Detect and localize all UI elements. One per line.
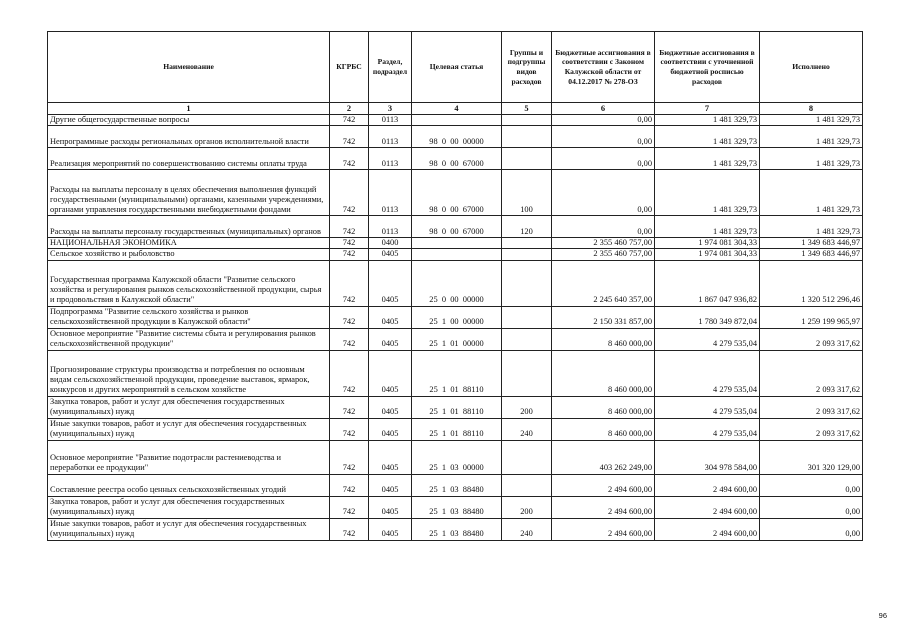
row-kgrbs-cell: 742: [330, 115, 369, 126]
row-kgrbs-cell: 742: [330, 216, 369, 238]
row-kgrbs-cell: 742: [330, 350, 369, 396]
header-executed: Исполнено: [760, 32, 863, 103]
header-refined: Бюджетные ассигнования в соответствии с уточненной бюджетной росписью расходов: [655, 32, 760, 103]
row-refined-amount-cell: 2 494 600,00: [655, 474, 760, 496]
row-law-amount-cell: 403 262 249,00: [552, 440, 655, 474]
row-law-amount-cell: 2 355 460 757,00: [552, 238, 655, 249]
column-number: 7: [655, 103, 760, 115]
row-group-cell: [502, 249, 552, 260]
row-name-cell: Непрограммные расходы региональных органов исполнительной власти: [48, 126, 330, 148]
row-kgrbs-cell: 742: [330, 496, 369, 518]
row-section-cell: 0405: [369, 418, 412, 440]
column-number-row: [48, 103, 863, 115]
row-section-cell: 0405: [369, 328, 412, 350]
row-kgrbs-cell: 742: [330, 148, 369, 170]
row-target-cell: 25 1 03 88480: [412, 518, 502, 540]
row-group-cell: 120: [502, 216, 552, 238]
row-refined-amount-cell: 1 780 349 872,04: [655, 306, 760, 328]
header-law: Бюджетные ассигнования в соответствии с Законом Калужской области от 04.12.2017 № 278-ОЗ: [552, 32, 655, 103]
row-section-cell: 0405: [369, 350, 412, 396]
row-law-amount-cell: 2 494 600,00: [552, 518, 655, 540]
header-kgrbs: КГРБС: [330, 32, 369, 103]
row-law-amount-cell: 8 460 000,00: [552, 396, 655, 418]
row-section-cell: 0113: [369, 216, 412, 238]
row-section-cell: 0113: [369, 126, 412, 148]
table-body: [48, 115, 863, 541]
row-target-cell: 25 1 01 88110: [412, 396, 502, 418]
row-section-cell: 0405: [369, 249, 412, 260]
row-refined-amount-cell: 1 481 329,73: [655, 148, 760, 170]
page-number: 96: [878, 611, 887, 620]
row-law-amount-cell: 0,00: [552, 126, 655, 148]
row-executed-amount-cell: 1 481 329,73: [760, 216, 863, 238]
row-name-cell: Расходы на выплаты персоналу в целях обеспечения выполнения функций государственными (муниципальными) органами, казенными учреждениями, органами управления государственными внебюджетными фондами: [48, 170, 330, 216]
row-name-cell: Прогнозирование структуры производства и потребления по основным видам сельскохозяйственной продукции, проведение выставок, ярмарок, конкурсов и других мероприятий в сельском хозяйстве: [48, 350, 330, 396]
row-target-cell: 25 0 00 00000: [412, 260, 502, 306]
row-group-cell: [502, 238, 552, 249]
row-name-cell: Реализация мероприятий по совершенствованию системы оплаты труда: [48, 148, 330, 170]
row-law-amount-cell: 0,00: [552, 115, 655, 126]
table-header-row: [48, 32, 863, 103]
row-target-cell: 25 1 03 00000: [412, 440, 502, 474]
row-name-cell: Подпрограмма "Развитие сельского хозяйства и рынков сельскохозяйственной продукции в Калужской области": [48, 306, 330, 328]
row-law-amount-cell: 0,00: [552, 216, 655, 238]
row-group-cell: 100: [502, 170, 552, 216]
row-refined-amount-cell: 4 279 535,04: [655, 418, 760, 440]
column-number: 4: [412, 103, 502, 115]
row-kgrbs-cell: 742: [330, 126, 369, 148]
row-name-cell: Составление реестра особо ценных сельскохозяйственных угодий: [48, 474, 330, 496]
table-row: [48, 260, 863, 306]
row-group-cell: [502, 350, 552, 396]
row-law-amount-cell: 2 150 331 857,00: [552, 306, 655, 328]
row-name-cell: Другие общегосударственные вопросы: [48, 115, 330, 126]
row-executed-amount-cell: 0,00: [760, 474, 863, 496]
row-kgrbs-cell: 742: [330, 440, 369, 474]
column-number: 2: [330, 103, 369, 115]
row-section-cell: 0113: [369, 148, 412, 170]
row-section-cell: 0113: [369, 115, 412, 126]
header-target: Целевая статья: [412, 32, 502, 103]
column-number: 5: [502, 103, 552, 115]
budget-table: [47, 31, 863, 541]
row-kgrbs-cell: 742: [330, 518, 369, 540]
row-law-amount-cell: 0,00: [552, 170, 655, 216]
row-law-amount-cell: 8 460 000,00: [552, 328, 655, 350]
header-group: Группы и подгруппы видов расходов: [502, 32, 552, 103]
row-kgrbs-cell: 742: [330, 170, 369, 216]
table-row: [48, 496, 863, 518]
table-row: [48, 126, 863, 148]
row-kgrbs-cell: 742: [330, 260, 369, 306]
row-group-cell: 200: [502, 396, 552, 418]
row-target-cell: 98 0 00 00000: [412, 126, 502, 148]
row-law-amount-cell: 8 460 000,00: [552, 350, 655, 396]
row-refined-amount-cell: 2 494 600,00: [655, 518, 760, 540]
header-name: Наименование: [48, 32, 330, 103]
row-executed-amount-cell: 1 259 199 965,97: [760, 306, 863, 328]
row-executed-amount-cell: 1 481 329,73: [760, 126, 863, 148]
row-law-amount-cell: 2 494 600,00: [552, 474, 655, 496]
row-group-cell: [502, 126, 552, 148]
row-target-cell: 98 0 00 67000: [412, 148, 502, 170]
table-row: [48, 238, 863, 249]
row-kgrbs-cell: 742: [330, 396, 369, 418]
column-number: 3: [369, 103, 412, 115]
table-row: [48, 148, 863, 170]
row-executed-amount-cell: 2 093 317,62: [760, 396, 863, 418]
row-executed-amount-cell: 1 481 329,73: [760, 115, 863, 126]
row-executed-amount-cell: 1 481 329,73: [760, 170, 863, 216]
row-group-cell: [502, 148, 552, 170]
row-target-cell: 98 0 00 67000: [412, 170, 502, 216]
header-section: Раздел, подраздел: [369, 32, 412, 103]
row-kgrbs-cell: 742: [330, 328, 369, 350]
table-row: [48, 474, 863, 496]
row-refined-amount-cell: 1 974 081 304,33: [655, 249, 760, 260]
row-group-cell: [502, 440, 552, 474]
row-target-cell: 25 1 03 88480: [412, 474, 502, 496]
row-target-cell: [412, 238, 502, 249]
row-executed-amount-cell: 1 481 329,73: [760, 148, 863, 170]
row-executed-amount-cell: 1 349 683 446,97: [760, 238, 863, 249]
row-refined-amount-cell: 4 279 535,04: [655, 350, 760, 396]
row-name-cell: Основное мероприятие "Развитие подотрасли растениеводства и переработки ее продукции": [48, 440, 330, 474]
column-number: 8: [760, 103, 863, 115]
row-kgrbs-cell: 742: [330, 418, 369, 440]
row-executed-amount-cell: 0,00: [760, 496, 863, 518]
table-row: [48, 328, 863, 350]
row-section-cell: 0405: [369, 518, 412, 540]
row-refined-amount-cell: 4 279 535,04: [655, 396, 760, 418]
row-kgrbs-cell: 742: [330, 238, 369, 249]
row-target-cell: 25 1 00 00000: [412, 306, 502, 328]
row-refined-amount-cell: 1 481 329,73: [655, 126, 760, 148]
row-name-cell: Иные закупки товаров, работ и услуг для обеспечения государственных (муниципальных) нужд: [48, 518, 330, 540]
row-executed-amount-cell: 2 093 317,62: [760, 418, 863, 440]
row-section-cell: 0405: [369, 496, 412, 518]
row-refined-amount-cell: 4 279 535,04: [655, 328, 760, 350]
row-executed-amount-cell: 2 093 317,62: [760, 350, 863, 396]
row-section-cell: 0405: [369, 396, 412, 418]
row-kgrbs-cell: 742: [330, 249, 369, 260]
table-row: [48, 396, 863, 418]
row-name-cell: Закупка товаров, работ и услуг для обеспечения государственных (муниципальных) нужд: [48, 496, 330, 518]
row-kgrbs-cell: 742: [330, 474, 369, 496]
row-target-cell: 25 1 01 88110: [412, 418, 502, 440]
row-executed-amount-cell: 1 349 683 446,97: [760, 249, 863, 260]
row-name-cell: Расходы на выплаты персоналу государственных (муниципальных) органов: [48, 216, 330, 238]
row-name-cell: Государственная программа Калужской области "Развитие сельского хозяйства и регулирования рынков сельскохозяйственной продукции, сырья и продовольствия в Калужской области": [48, 260, 330, 306]
row-group-cell: [502, 328, 552, 350]
table-row: [48, 350, 863, 396]
row-law-amount-cell: 2 355 460 757,00: [552, 249, 655, 260]
row-executed-amount-cell: 1 320 512 296,46: [760, 260, 863, 306]
row-refined-amount-cell: 1 481 329,73: [655, 216, 760, 238]
row-law-amount-cell: 2 245 640 357,00: [552, 260, 655, 306]
row-target-cell: [412, 115, 502, 126]
row-section-cell: 0405: [369, 260, 412, 306]
row-executed-amount-cell: 2 093 317,62: [760, 328, 863, 350]
row-group-cell: [502, 306, 552, 328]
row-law-amount-cell: 8 460 000,00: [552, 418, 655, 440]
row-group-cell: [502, 115, 552, 126]
row-law-amount-cell: 0,00: [552, 148, 655, 170]
row-section-cell: 0405: [369, 306, 412, 328]
row-name-cell: Иные закупки товаров, работ и услуг для обеспечения государственных (муниципальных) нужд: [48, 418, 330, 440]
table-row: [48, 306, 863, 328]
table-row: [48, 170, 863, 216]
row-executed-amount-cell: 301 320 129,00: [760, 440, 863, 474]
row-group-cell: 240: [502, 518, 552, 540]
table-row: [48, 518, 863, 540]
row-kgrbs-cell: 742: [330, 306, 369, 328]
row-group-cell: 200: [502, 496, 552, 518]
row-group-cell: 240: [502, 418, 552, 440]
column-number: 6: [552, 103, 655, 115]
row-target-cell: 25 1 01 88110: [412, 350, 502, 396]
row-section-cell: 0113: [369, 170, 412, 216]
row-law-amount-cell: 2 494 600,00: [552, 496, 655, 518]
budget-table-container: [47, 31, 862, 541]
row-target-cell: 25 1 03 88480: [412, 496, 502, 518]
row-target-cell: 25 1 01 00000: [412, 328, 502, 350]
row-name-cell: Закупка товаров, работ и услуг для обеспечения государственных (муниципальных) нужд: [48, 396, 330, 418]
table-row: [48, 418, 863, 440]
row-refined-amount-cell: 1 481 329,73: [655, 170, 760, 216]
row-section-cell: 0400: [369, 238, 412, 249]
table-row: [48, 249, 863, 260]
row-name-cell: НАЦИОНАЛЬНАЯ ЭКОНОМИКА: [48, 238, 330, 249]
row-refined-amount-cell: 1 481 329,73: [655, 115, 760, 126]
row-name-cell: Основное мероприятие "Развитие системы сбыта и регулирования рынков сельскохозяйственной продукции": [48, 328, 330, 350]
row-refined-amount-cell: 1 974 081 304,33: [655, 238, 760, 249]
row-name-cell: Сельское хозяйство и рыболовство: [48, 249, 330, 260]
table-row: [48, 216, 863, 238]
row-target-cell: 98 0 00 67000: [412, 216, 502, 238]
row-section-cell: 0405: [369, 474, 412, 496]
row-executed-amount-cell: 0,00: [760, 518, 863, 540]
table-row: [48, 115, 863, 126]
row-group-cell: [502, 474, 552, 496]
row-target-cell: [412, 249, 502, 260]
row-section-cell: 0405: [369, 440, 412, 474]
table-row: [48, 440, 863, 474]
row-group-cell: [502, 260, 552, 306]
row-refined-amount-cell: 1 867 047 936,82: [655, 260, 760, 306]
row-refined-amount-cell: 2 494 600,00: [655, 496, 760, 518]
row-refined-amount-cell: 304 978 584,00: [655, 440, 760, 474]
column-number: 1: [48, 103, 330, 115]
